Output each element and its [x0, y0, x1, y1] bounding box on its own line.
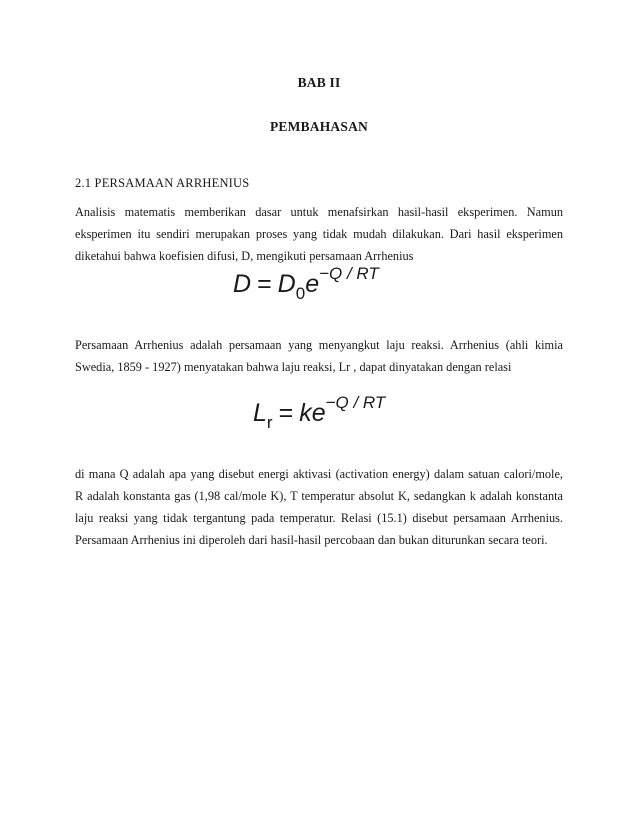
equation-symbol: =	[257, 270, 272, 298]
paragraph-line: laju reaksi yang tidak tergantung pada temperatur. Relasi (15.1) disebut persamaan Arrhenius.	[75, 511, 563, 525]
equation-exponent: −Q / RT	[319, 264, 379, 283]
paragraph-line: eksperimen itu sendiri merupakan proses yang tidak mudah dilakukan. Dari hasil eksperimen	[75, 227, 563, 241]
paragraph-line: Persamaan Arrhenius ini diperoleh dari hasil-hasil percobaan dan bukan diturunkan secara teori.	[75, 533, 548, 547]
equation-symbol: D	[233, 270, 252, 298]
equation-symbol: =	[278, 399, 294, 427]
equation-symbol: e	[305, 270, 320, 298]
equation-symbol: D	[277, 270, 296, 298]
paragraph-2	[75, 334, 563, 378]
chapter-heading: BAB II	[297, 75, 341, 90]
equation-symbol: ke	[299, 399, 326, 427]
section-title: 2.1 PERSAMAAN ARRHENIUS	[75, 176, 250, 190]
chapter-title: PEMBAHASAN	[269, 119, 368, 134]
paragraph-line: Persamaan Arrhenius adalah persamaan yang menyangkut laju reaksi. Arrhenius (ahli kimia	[75, 338, 563, 352]
equation-subscript: 0	[295, 284, 306, 303]
paragraph-line: R adalah konstanta gas (1,98 cal/mole K), T temperatur absolut K, sedangkan k adalah konstanta	[75, 489, 563, 503]
arrhenius-equation-reaction-rate	[253, 393, 386, 432]
arrhenius-equation-diffusion	[233, 264, 379, 303]
paragraph-3	[75, 463, 563, 551]
equation-subscript: r	[266, 413, 273, 432]
paragraph-line: Analisis matematis memberikan dasar untuk menafsirkan hasil-hasil eksperimen. Namun	[75, 205, 563, 219]
paragraph-line: di mana Q adalah apa yang disebut energi aktivasi (activation energy) dalam satuan calori/mole,	[75, 467, 563, 481]
equation-symbol: L	[253, 399, 267, 427]
paragraph-1	[75, 201, 563, 267]
equation-exponent: −Q / RT	[325, 393, 386, 412]
paragraph-line: Swedia, 1859 - 1927) menyatakan bahwa laju reaksi, Lr , dapat dinyatakan dengan relasi	[75, 360, 512, 374]
paragraph-line: diketahui bahwa koefisien difusi, D, mengikuti persamaan Arrhenius	[75, 249, 414, 263]
